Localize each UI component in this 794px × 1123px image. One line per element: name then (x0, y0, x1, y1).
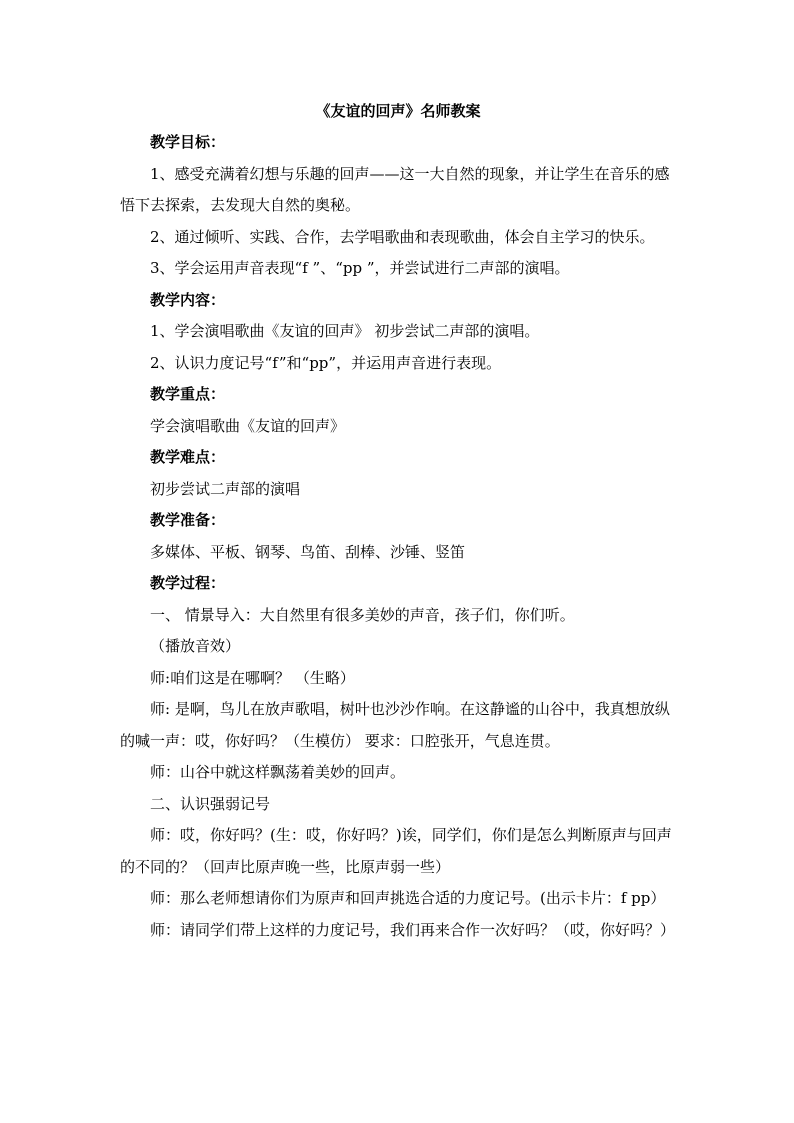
preparation-text: 多媒体、平板、钢琴、鸟笛、刮棒、沙锤、竖笛 (150, 542, 466, 561)
goal-item-3: 3、学会运用声音表现“f ”、“pp ”，并尝试进行二声部的演唱。 (150, 259, 570, 277)
preparation-heading: 教学准备： (150, 511, 226, 529)
process-paragraph: （播放音效） (150, 637, 241, 655)
content-heading: 教学内容： (150, 290, 226, 309)
process-paragraph: 师：山谷中就这样飘荡着美妙的回声。 (150, 763, 406, 781)
goal-item-2: 2、通过倾听、实践、合作，去学唱歌曲和表现歌曲，体会自主学习的快乐。 (150, 227, 655, 246)
process-paragraph: 二、认识强弱记号 (150, 794, 271, 813)
process-paragraph: 师: 是啊，鸟儿在放声歌唱，树叶也沙沙作响。在这静谧的山谷中，我真想放纵的喊一声：哎，你好吗？（生模仿） 要求：口腔张开，气息连贯。 (120, 700, 670, 750)
goal-item-1: 1、感受充满着幻想与乐趣的回声——这一大自然的现象，并让学生在音乐的感悟下去探索，去发现大自然的奥秘。 (120, 164, 670, 214)
key-point-heading: 教学重点： (150, 385, 226, 403)
process-heading: 教学过程： (150, 574, 226, 592)
goal-heading: 教学目标： (150, 133, 226, 151)
content-item-2: 2、认识力度记号“f”和“pp”，并运用声音进行表现。 (150, 353, 502, 372)
process-paragraph: 师：那么老师想请你们为原声和回声挑选合适的力度记号。(出示卡片：f pp） (150, 889, 666, 907)
difficulty-heading: 教学难点： (150, 448, 226, 466)
difficulty-text: 初步尝试二声部的演唱 (150, 479, 301, 498)
content-item-1: 1、学会演唱歌曲《友谊的回声》 初步尝试二声部的演唱。 (150, 322, 540, 340)
process-paragraph: 师:咱们这是在哪啊？ （生略） (150, 668, 355, 687)
process-paragraph: 师：哎，你好吗？(生：哎，你好吗？)诶，同学们，你们是怎么判断原声与回声的不同的？（回声比原声晚一些，比原声弱一些） (120, 826, 672, 876)
process-paragraph: 一、 情景导入：大自然里有很多美妙的声音，孩子们，你们听。 (150, 605, 575, 624)
document-title: 《友谊的回声》名师教案 (315, 102, 481, 120)
process-paragraph: 师：请同学们带上这样的力度记号，我们再来合作一次好吗？（哎，你好吗？） (150, 920, 676, 939)
document-body (120, 96, 676, 946)
key-point-text: 学会演唱歌曲《友谊的回声》 (150, 416, 346, 435)
